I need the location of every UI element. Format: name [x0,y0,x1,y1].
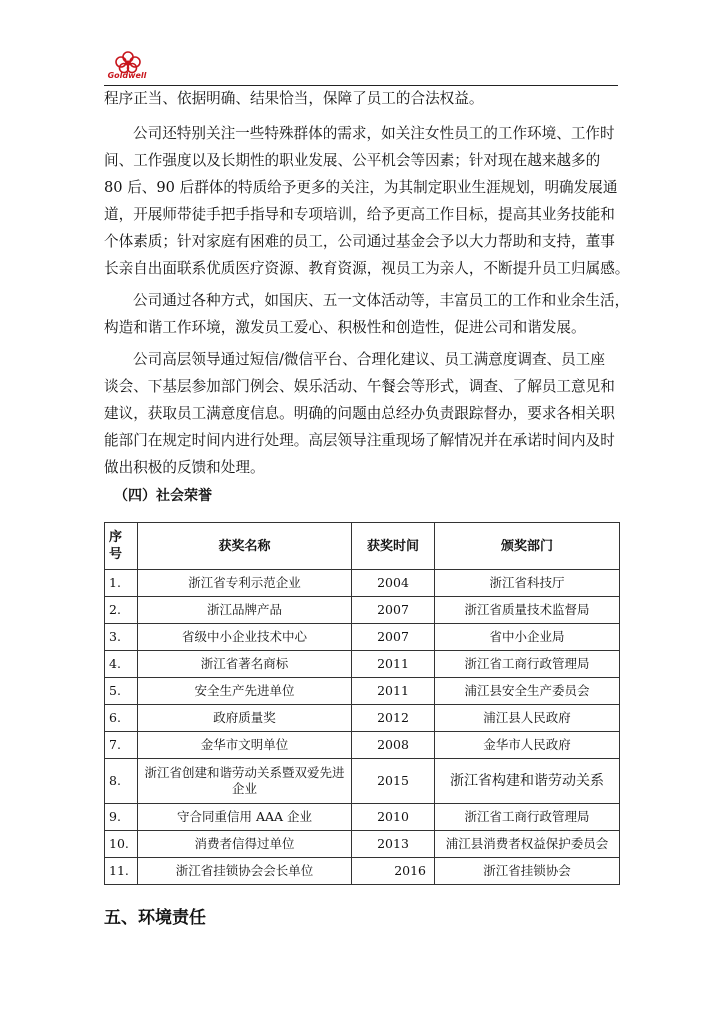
cell-award-year: 2015 [352,759,435,804]
cell-index: 6. [105,705,138,732]
cell-award-year: 2013 [352,831,435,858]
cell-index: 11. [105,858,138,885]
cell-issuer: 浙江省构建和谐劳动关系 [435,759,620,804]
cell-index: 7. [105,732,138,759]
cell-index: 10. [105,831,138,858]
cell-award-year: 2011 [352,678,435,705]
cell-award-year: 2007 [352,597,435,624]
table-row [105,732,620,759]
column-header-award-name: 获奖名称 [138,523,352,570]
cell-award-name: 守合同重信用 AAA 企业 [138,804,352,831]
text-line: 做出积极的反馈和处理。 [104,459,265,476]
cell-index: 8. [105,759,138,804]
table-row [105,624,620,651]
cell-issuer: 金华市人民政府 [435,732,620,759]
cell-issuer: 浙江省工商行政管理局 [435,651,620,678]
text-line: 间、工作强度以及长期性的职业发展、公平机会等因素；针对现在越来越多的 [104,152,601,169]
table-header-row [105,523,620,570]
cell-award-name: 省级中小企业技术中心 [138,624,352,651]
cell-award-name: 金华市文明单位 [138,732,352,759]
table-row [105,858,620,885]
cell-index: 3. [105,624,138,651]
cell-index: 1. [105,570,138,597]
page-header [104,44,618,82]
text-line: 公司还特别关注一些特殊群体的需求，如关注女性员工的工作环境、工作时 [133,125,615,142]
cell-index: 5. [105,678,138,705]
table-row [105,678,620,705]
cell-issuer: 浙江省质量技术监督局 [435,597,620,624]
cell-award-name: 浙江品牌产品 [138,597,352,624]
cell-award-year: 2007 [352,624,435,651]
sub-heading-social-honors: （四）社会荣誉 [114,488,212,504]
text-line: 建议，获取员工满意度信息。明确的问题由总经办负责跟踪督办，要求各相关职 [104,405,615,422]
table-row [105,759,620,804]
column-header-index: 序号 [105,523,138,570]
cell-award-year: 2016 [352,858,435,885]
table-row [105,651,620,678]
cell-award-name: 浙江省专利示范企业 [138,570,352,597]
text-line: 80 后、90 后群体的特质给予更多的关注，为其制定职业生涯规划，明确发展通 [104,179,618,196]
text-line: 长亲自出面联系优质医疗资源、教育资源，视员工为亲人，不断提升员工归属感。 [104,260,630,277]
cell-index: 2. [105,597,138,624]
cell-award-year: 2008 [352,732,435,759]
cell-award-name: 政府质量奖 [138,705,352,732]
cell-award-name: 浙江省著名商标 [138,651,352,678]
cell-award-year: 2012 [352,705,435,732]
paragraph-leadership [104,346,618,481]
paragraph-special-groups [104,120,630,282]
text-line: 能部门在规定时间内进行处理。高层领导注重现场了解情况并在承诺时间内及时 [104,432,615,449]
cell-issuer: 省中小企业局 [435,624,620,651]
cell-issuer: 浙江省挂锁协会 [435,858,620,885]
paragraph-0 [104,85,618,112]
cell-index: 9. [105,804,138,831]
cell-issuer: 浙江省工商行政管理局 [435,804,620,831]
cell-issuer: 浙江省科技厅 [435,570,620,597]
text-line: 道，开展师带徒手把手指导和专项培训，给予更高工作目标，提高其业务技能和 [104,206,615,223]
cell-award-year: 2010 [352,804,435,831]
cell-issuer: 浦江县消费者权益保护委员会 [435,831,620,858]
cell-issuer: 浦江县安全生产委员会 [435,678,620,705]
cell-award-year: 2004 [352,570,435,597]
cell-issuer: 浦江县人民政府 [435,705,620,732]
text-line: 公司通过各种方式，如国庆、五一文体活动等，丰富员工的工作和业余生活， [133,292,630,309]
cell-award-name: 浙江省挂锁协会会长单位 [138,858,352,885]
table-row [105,705,620,732]
text-line: 公司高层领导通过短信/微信平台、合理化建议、员工满意度调查、员工座 [133,351,605,368]
text-line: 构造和谐工作环境，激发员工爱心、积极性和创造性，促进公司和谐发展。 [104,319,586,336]
table-row [105,570,620,597]
awards-table [104,522,620,885]
table-row [105,597,620,624]
text-line: 程序正当、依据明确、结果恰当，保障了员工的合法权益。 [104,90,484,107]
text-line: 个体素质；针对家庭有困难的员工，公司通过基金会予以大力帮助和支持，董事 [104,233,615,250]
cell-award-year: 2011 [352,651,435,678]
column-header-issuer: 颁奖部门 [435,523,620,570]
table-row [105,831,620,858]
cell-award-name: 消费者信得过单位 [138,831,352,858]
cell-index: 4. [105,651,138,678]
table-row [105,804,620,831]
column-header-award-year: 获奖时间 [352,523,435,570]
cell-award-name: 浙江省创建和谐劳动关系暨双爱先进企业 [138,759,352,804]
paragraph-activities [104,287,630,341]
text-line: 谈会、下基层参加部门例会、娱乐活动、午餐会等形式，调查、了解员工意见和 [104,378,615,395]
logo-text: Goldwell [107,71,147,80]
section-title-environmental-responsibility: 五、环境责任 [104,908,206,928]
cell-award-name: 安全生产先进单位 [138,678,352,705]
